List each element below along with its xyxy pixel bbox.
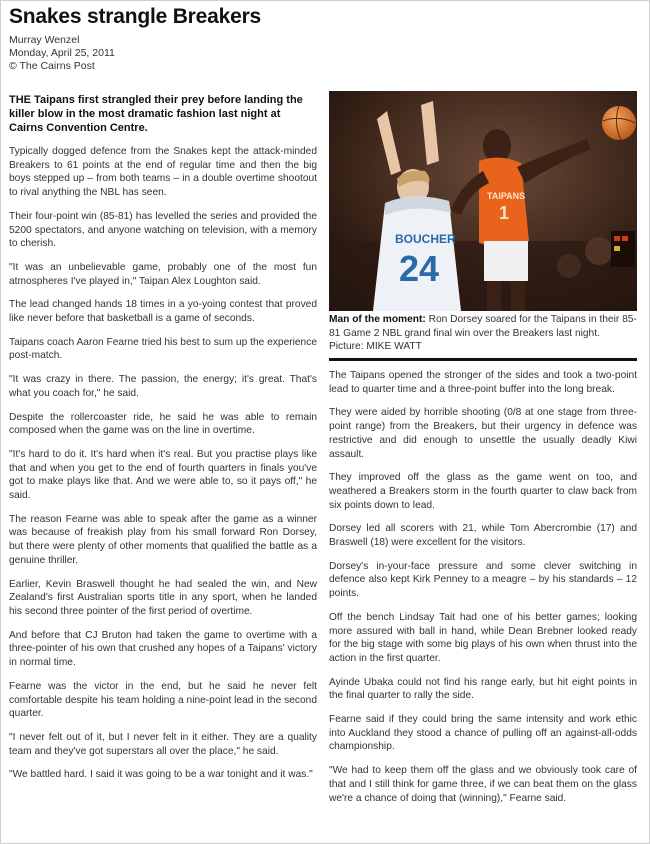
body-paragraph: Fearne was the victor in the end, but he said he never felt comfortable despite his team holding a nine-point lead in the second quarter. — [9, 680, 317, 720]
body-paragraph: Dorsey led all scorers with 21, while Tom Abercrombie (17) and Braswell (18) were excellent for the visitors. — [329, 523, 637, 549]
body-paragraph: Their four-point win (85-81) has levelled the series and provided the 5200 spectators, and anyone watching on television, with a memory to cherish. — [9, 210, 317, 250]
source: © The Cairns Post — [9, 60, 95, 72]
body-paragraph: Taipans coach Aaron Fearne tried his best to sum up the experience post-match. — [9, 336, 317, 362]
photo-caption — [329, 313, 637, 354]
lead-paragraph: THE Taipans first strangled their prey before landing the killer blow in the most dramatic fashion last night at Cairns Convention Centre. — [9, 94, 303, 134]
white-jersey-number: 24 — [399, 248, 440, 289]
left-column — [9, 93, 317, 792]
body-paragraph: Dorsey's in-your-face pressure and some clever switching in defence also kept Kirk Penney to a meagre – by his standards – 12 points. — [329, 560, 637, 600]
body-paragraph: "It was crazy in there. The passion, the energy; it's great. That's what you coach for," he said. — [9, 374, 317, 399]
caption-text: Ron Dorsey soared for the Taipans in their 85-81 Game 2 NBL grand final win over the Breakers last night. Picture: MIKE WATT — [329, 314, 637, 353]
article-photo — [329, 91, 637, 311]
body-paragraph: Earlier, Kevin Braswell thought he had sealed the win, and New Zealand's first Australian sports title in any sport, when he landed his second three pointer of the first period of overtime. — [9, 578, 317, 617]
body-paragraph: They were aided by horrible shooting (0/8 at one stage from three-point range) from the Breakers, but their urgency in defence was restrictive and did enough to unsettle the usually deadly Kiwi assault. — [329, 407, 637, 460]
orange-jersey-number: 1 — [499, 203, 510, 223]
body-paragraph: Ayinde Ubaka could not find his range early, but hit eight points in the final quarter to rally the side. — [329, 676, 637, 702]
publish-date: Monday, April 25, 2011 — [9, 47, 115, 59]
byline — [9, 34, 115, 73]
body-paragraph: "We had to keep them off the glass and we obviously took care of that and I still think for game three, if we can beat them on the glass we're a chance of doing that (winning)," Fearne said. — [329, 765, 637, 804]
body-paragraph: And before that CJ Bruton had taken the game to overtime with a three-pointer of his own that crushed any hopes of a Taipans' victory in normal time. — [9, 629, 317, 669]
body-paragraph: The Taipans opened the stronger of the sides and took a two-point lead to quarter time and a three-point buffer into the long break. — [329, 370, 637, 395]
body-paragraph: Despite the rollercoaster ride, he said he was able to remain composed when the game was on the line in overtime. — [9, 411, 317, 437]
author: Murray Wenzel — [9, 34, 80, 46]
body-paragraph: Typically dogged defence from the Snakes kept the attack-minded Breakers to 61 points at the end of regular time and then the big boys stepped up – from both teams – in a double overtime shootout to rival anything the NBL has seen. — [9, 146, 317, 199]
body-paragraph: The reason Fearne was able to speak after the game as a winner was because of freakish play from his small forward Ron Dorsey, but there were plenty of other moments that qualified the battle as a genuine thriller. — [9, 513, 317, 566]
body-paragraph: "It's hard to do it. It's hard when it's real. But you practise plays like that and when you get to the end of fourth quarters in finals you've got to make plays like that. And we were able to, so it pays off," he said. — [9, 448, 317, 502]
body-paragraph: The lead changed hands 18 times in a yo-yoing contest that proved like never before that basketball is a game of seconds. — [9, 299, 317, 325]
basketball-photo-illustration — [329, 91, 637, 311]
caption-label: Man of the moment: — [329, 314, 426, 325]
orange-jersey-text: TAIPANS — [487, 191, 526, 201]
body-paragraph: "I never felt out of it, but I never felt in it either. They are a quality team and they've got superstars all over the place," he said. — [9, 731, 317, 757]
body-paragraph: Fearne said if they could bring the same intensity and work ethic into Auckland they stood a chance of pulling off an against-all-odds championship. — [329, 714, 637, 753]
right-column — [329, 369, 637, 815]
body-paragraph: "We battled hard. I said it was going to be a war tonight and it was." — [9, 769, 313, 781]
body-paragraph: "It was an unbelievable game, probably one of the most fun atmospheres I've played in," Taipan Alex Loughton said. — [9, 261, 317, 287]
headline: Snakes strangle Breakers — [9, 5, 262, 28]
white-jersey-name: BOUCHER — [395, 232, 456, 246]
caption-divider — [329, 358, 637, 361]
body-paragraph: They improved off the glass as the game went on too, and weathered a Breakers storm in the fourth quarter to claw back from six points down to lead. — [329, 472, 637, 511]
body-paragraph: Off the bench Lindsay Tait had one of his better games; looking more assured with ball in hand, while Dean Brebner looked ready for the big stage with some big plays of his own when thrust into the action in the first quarter. — [329, 611, 637, 664]
